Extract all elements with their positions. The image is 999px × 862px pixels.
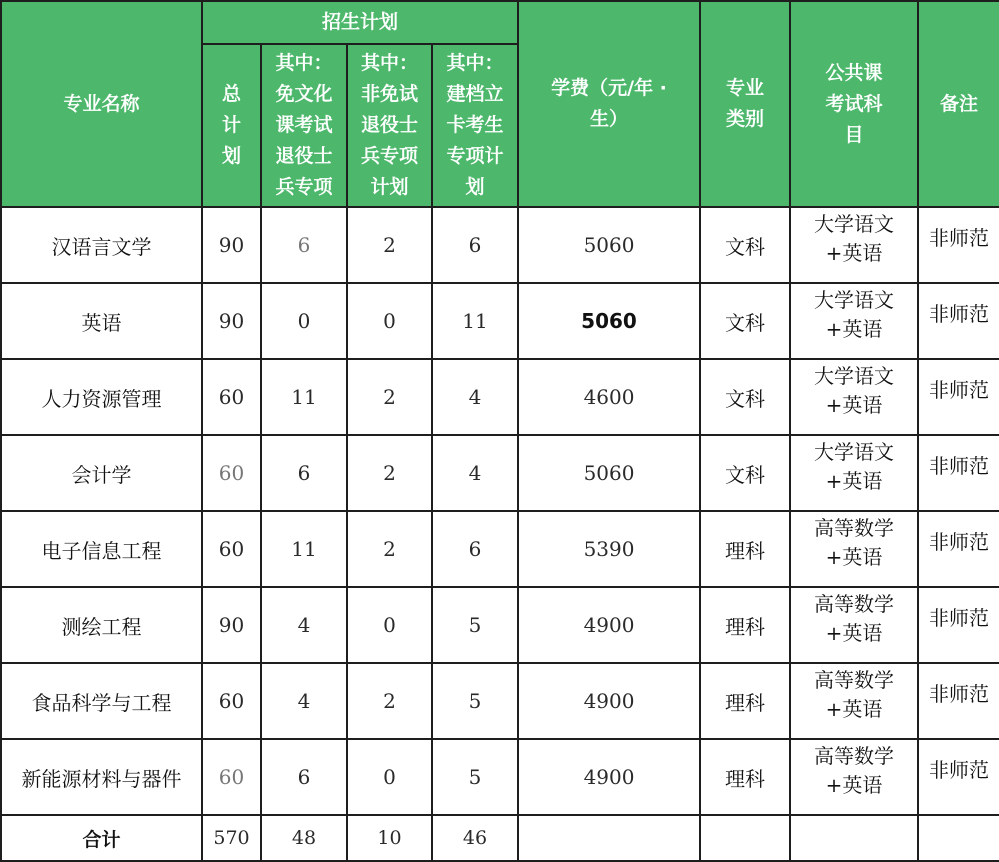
public-subjects (790, 283, 918, 359)
major-category: 理科 (700, 739, 790, 815)
public-subjects-text: 高等数学+英语 (814, 668, 895, 721)
poverty-plan: 5 (432, 739, 518, 815)
totals-empty-subjects (790, 815, 918, 861)
major-name: 食品科学与工程 (1, 663, 202, 739)
poverty-plan: 5 (432, 587, 518, 663)
major-name: 人力资源管理 (1, 359, 202, 435)
header-category-text: 专业类别 (726, 77, 765, 130)
table-row (1, 587, 999, 663)
public-subjects (790, 435, 918, 511)
poverty-plan: 4 (432, 435, 518, 511)
poverty-plan: 6 (432, 511, 518, 587)
nonexempt-plan: 0 (347, 283, 432, 359)
totals-exempt-plan: 48 (261, 815, 347, 861)
header-category (700, 1, 790, 207)
remark: 非师范 (918, 663, 999, 739)
header-sub-poverty (432, 44, 518, 207)
major-name: 电子信息工程 (1, 511, 202, 587)
tuition-fee: 4900 (518, 587, 700, 663)
nonexempt-plan: 2 (347, 207, 432, 283)
header-major-name: 专业名称 (1, 1, 202, 207)
public-subjects-text: 大学语文+英语 (814, 288, 895, 341)
nonexempt-plan: 2 (347, 359, 432, 435)
totals-empty-fee (518, 815, 700, 861)
total-plan: 60 (202, 663, 261, 739)
major-name: 新能源材料与器件 (1, 739, 202, 815)
remark: 非师范 (918, 739, 999, 815)
major-category: 文科 (700, 207, 790, 283)
total-plan: 90 (202, 587, 261, 663)
major-category: 理科 (700, 587, 790, 663)
poverty-plan: 6 (432, 207, 518, 283)
public-subjects-text: 大学语文+英语 (814, 212, 895, 265)
totals-empty-category (700, 815, 790, 861)
exempt-plan: 4 (261, 587, 347, 663)
totals-poverty-plan: 46 (432, 815, 518, 861)
public-subjects-text: 高等数学+英语 (814, 744, 895, 797)
header-plan-group: 招生计划 (202, 1, 518, 44)
exempt-plan: 4 (261, 663, 347, 739)
table-row (1, 359, 999, 435)
major-category: 文科 (700, 359, 790, 435)
total-plan: 60 (202, 359, 261, 435)
totals-row (1, 815, 999, 861)
public-subjects-text: 高等数学+英语 (814, 592, 895, 645)
header-total-plan-text: 总计划 (222, 83, 242, 167)
major-name: 会计学 (1, 435, 202, 511)
header-sub-exempt (261, 44, 347, 207)
public-subjects-text: 高等数学+英语 (814, 516, 895, 569)
major-name: 英语 (1, 283, 202, 359)
tuition-fee: 4600 (518, 359, 700, 435)
major-category: 文科 (700, 283, 790, 359)
header-fee (518, 1, 700, 207)
poverty-plan: 11 (432, 283, 518, 359)
major-name: 测绘工程 (1, 587, 202, 663)
poverty-plan: 5 (432, 663, 518, 739)
remark: 非师范 (918, 435, 999, 511)
public-subjects (790, 663, 918, 739)
header-sub-nonexempt-text: 其中：非免试退役士兵专项计划 (360, 52, 418, 198)
totals-nonexempt-plan: 10 (347, 815, 432, 861)
nonexempt-plan: 2 (347, 511, 432, 587)
header-sub-poverty-text: 其中：建档立卡考生专项计划 (446, 52, 504, 198)
nonexempt-plan: 2 (347, 435, 432, 511)
total-plan: 60 (202, 511, 261, 587)
poverty-plan: 4 (432, 359, 518, 435)
total-plan: 60 (202, 435, 261, 511)
header-total-plan (202, 44, 261, 207)
header-public-subjects-text: 公共课考试科目 (825, 61, 883, 146)
exempt-plan: 6 (261, 739, 347, 815)
public-subjects (790, 207, 918, 283)
totals-total-plan: 570 (202, 815, 261, 861)
table-row (1, 511, 999, 587)
header-fee-text: 学费（元/年 · 生） (551, 77, 667, 130)
public-subjects (790, 511, 918, 587)
total-plan: 90 (202, 207, 261, 283)
table-row (1, 663, 999, 739)
tuition-fee: 5390 (518, 511, 700, 587)
remark: 非师范 (918, 511, 999, 587)
public-subjects-text: 大学语文+英语 (814, 440, 895, 493)
totals-label: 合计 (1, 815, 202, 861)
nonexempt-plan: 0 (347, 739, 432, 815)
total-plan: 90 (202, 283, 261, 359)
exempt-plan: 11 (261, 511, 347, 587)
exempt-plan: 11 (261, 359, 347, 435)
public-subjects (790, 739, 918, 815)
major-name: 汉语言文学 (1, 207, 202, 283)
totals-empty-remark (918, 815, 999, 861)
public-subjects (790, 587, 918, 663)
major-category: 文科 (700, 435, 790, 511)
total-plan: 60 (202, 739, 261, 815)
tuition-fee: 5060 (518, 283, 700, 359)
table-row (1, 207, 999, 283)
table-row (1, 435, 999, 511)
header-sub-nonexempt (347, 44, 432, 207)
exempt-plan: 6 (261, 207, 347, 283)
major-category: 理科 (700, 663, 790, 739)
tuition-fee: 4900 (518, 739, 700, 815)
public-subjects (790, 359, 918, 435)
nonexempt-plan: 2 (347, 663, 432, 739)
tuition-fee: 5060 (518, 435, 700, 511)
remark: 非师范 (918, 207, 999, 283)
table-row (1, 739, 999, 815)
header-public-subjects (790, 1, 918, 207)
nonexempt-plan: 0 (347, 587, 432, 663)
tuition-fee: 4900 (518, 663, 700, 739)
remark: 非师范 (918, 283, 999, 359)
remark: 非师范 (918, 587, 999, 663)
tuition-fee: 5060 (518, 207, 700, 283)
public-subjects-text: 大学语文+英语 (814, 364, 895, 417)
remark: 非师范 (918, 359, 999, 435)
exempt-plan: 6 (261, 435, 347, 511)
table-row (1, 283, 999, 359)
major-category: 理科 (700, 511, 790, 587)
exempt-plan: 0 (261, 283, 347, 359)
header-sub-exempt-text: 其中：免文化课考试退役士兵专项 (275, 52, 333, 198)
header-remarks: 备注 (918, 1, 999, 207)
